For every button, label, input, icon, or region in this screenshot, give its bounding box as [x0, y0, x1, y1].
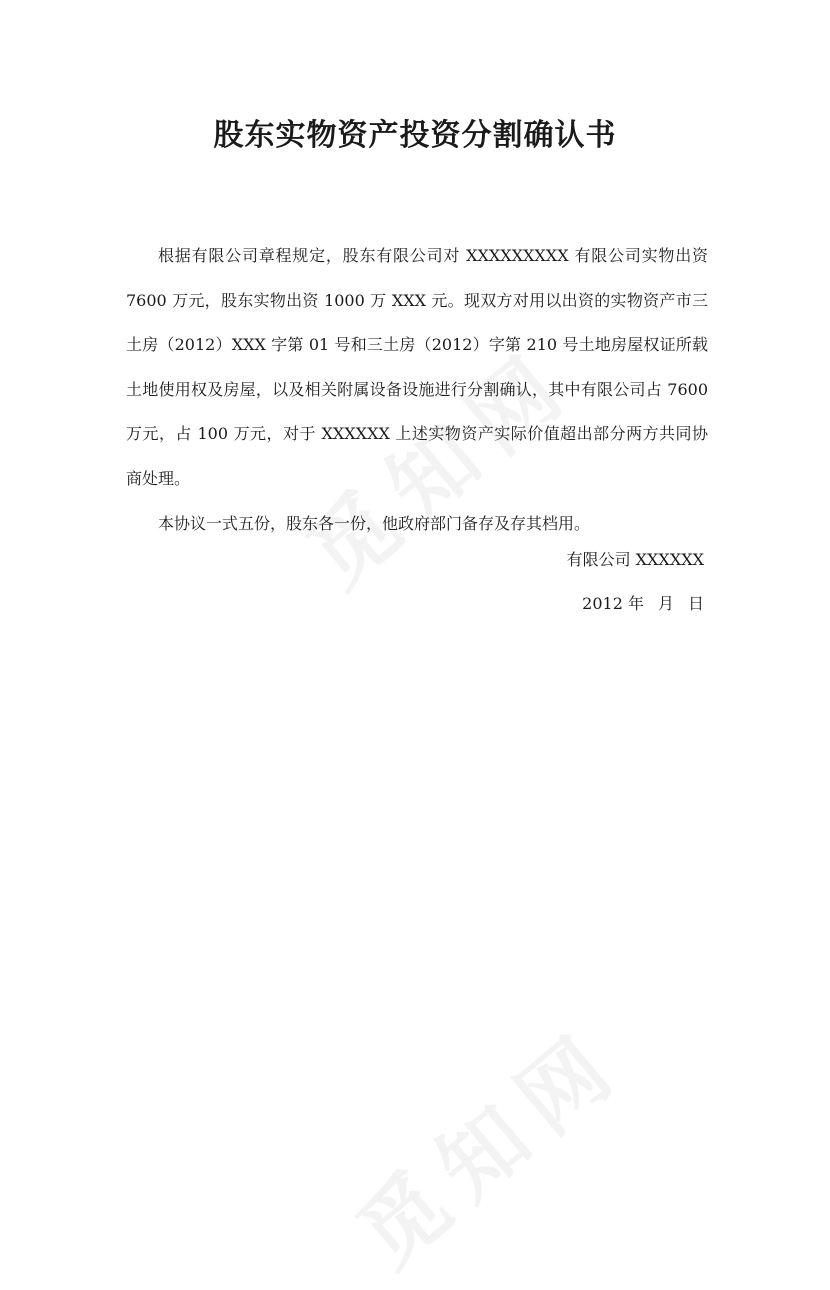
document-title: 股东实物资产投资分割确认书: [213, 118, 617, 153]
paragraph-main: 根据有限公司章程规定，股东有限公司对 XXXXXXXXX 有限公司实物出资 7600 万元，股东实物出资 1000 万 XXX 元。现双方对用以出资的实物资产市三土房（2012）XXX 字第 01 号和三土房（2012）字第 210 号土地房屋权证所载土地使用权及房屋，以及相关附属设备设施进行分割确认，其中有限公司占 7600 万元，占 100 万元，对于 XXXXXX 上述实物资产实际价值超出部分两方共同协商处理。: [126, 246, 708, 488]
date-month: 月: [657, 594, 674, 613]
signature-company: 有限公司 XXXXXX: [566, 550, 704, 569]
document-body: [126, 234, 708, 546]
paragraph-copies: 本协议一式五份，股东各一份，他政府部门备存及存其档用。: [158, 513, 591, 533]
date-year: 2012 年: [582, 594, 644, 613]
signature-date: [304, 582, 704, 626]
date-day: 日: [687, 594, 704, 613]
watermark: [327, 994, 646, 1290]
